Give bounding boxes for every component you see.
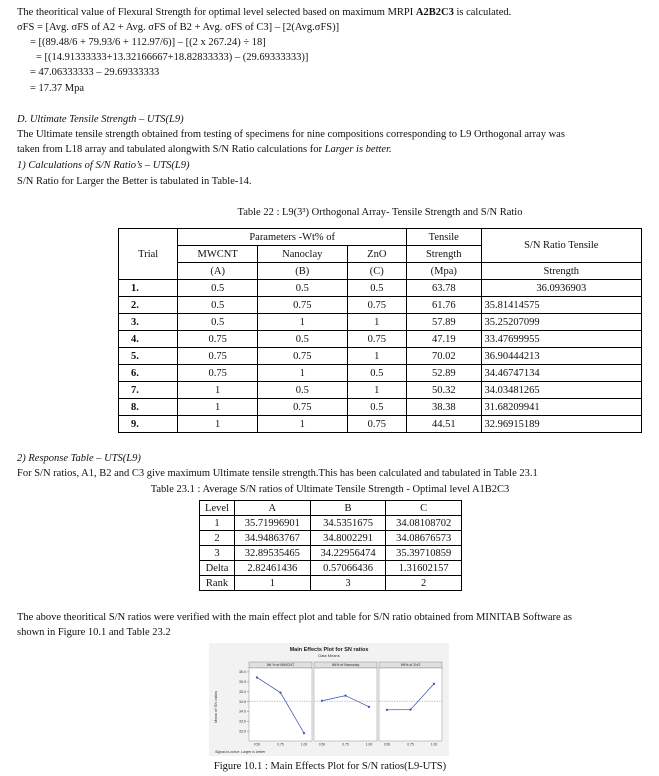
orthogonal-array-table: [118, 228, 642, 433]
header-sn-2: Strength: [481, 263, 641, 280]
y-tick-label: 34.5: [239, 699, 246, 704]
table-cell: 70.02: [406, 348, 481, 365]
y-tick-label: 33.0: [239, 729, 246, 734]
table-cell: 0.75: [257, 297, 347, 314]
table-cell: 0.75: [257, 399, 347, 416]
table-cell: 0.5: [257, 331, 347, 348]
table-cell: 1.: [119, 280, 178, 297]
table-cell: 32.96915189: [481, 416, 641, 433]
paragraph-line: taken from L18 array and tabulated alongwith S/N Ratio calculations for Larger is better.: [17, 144, 392, 155]
table-cell: 0.75: [178, 365, 258, 382]
panel-label: Wt % of MWCNT: [266, 663, 295, 668]
table-cell: 63.78: [406, 280, 481, 297]
table-cell: 1: [257, 314, 347, 331]
data-point: [386, 709, 388, 711]
y-tick-label: 34.0: [239, 709, 246, 714]
table-row: [119, 399, 642, 416]
table-cell: 7.: [119, 382, 178, 399]
table-cell: 0.75: [178, 331, 258, 348]
header-zno: ZnO: [347, 246, 406, 263]
table-row: [119, 280, 642, 297]
data-point: [409, 709, 411, 711]
table-cell: 0.5: [257, 280, 347, 297]
table-row: [119, 314, 642, 331]
table-cell: 35.71996901: [235, 516, 311, 531]
table-cell: 2.82461436: [235, 561, 311, 576]
table-cell: 38.38: [406, 399, 481, 416]
table-cell: 3: [200, 546, 235, 561]
table-cell: Rank: [200, 576, 235, 591]
table-header-cell: Level: [200, 501, 235, 516]
table-cell: 33.47699955: [481, 331, 641, 348]
table-cell: 32.89535465: [235, 546, 311, 561]
table-header-cell: A: [235, 501, 311, 516]
table-cell: 3.: [119, 314, 178, 331]
paragraph-line: The above theoritical S/N ratios were verified with the main effect plot and table for S/N ratio obtained from MINITAB Software as: [17, 612, 573, 623]
y-tick-label: 35.0: [239, 689, 246, 694]
table-cell: 47.19: [406, 331, 481, 348]
table-cell: 1: [178, 416, 258, 433]
x-tick-label: 0.75: [342, 742, 349, 747]
data-point: [256, 676, 258, 678]
table-row: [119, 297, 642, 314]
table-cell: 52.89: [406, 365, 481, 382]
header-tensile-2: Strength: [406, 246, 481, 263]
table-row: [119, 365, 642, 382]
table-cell: 34.03481265: [481, 382, 641, 399]
equation-line-3: = [(14.91333333+13.32166667+18.82833333) – (29.69333333)]: [36, 52, 309, 63]
table-cell: 0.5: [347, 365, 406, 382]
panel-frame: [379, 668, 442, 741]
x-tick-label: 0.75: [407, 742, 414, 747]
header-zno-sub: (C): [347, 263, 406, 280]
header-nanoclay: Nanoclay: [257, 246, 347, 263]
table-caption: Table 23.1 : Average S/N ratios of Ultimate Tensile Strength - Optimal level A1B2C3: [150, 484, 510, 495]
table-cell: 1: [235, 576, 311, 591]
header-tensile-unit: (Mpa): [406, 263, 481, 280]
panel-label: Wt% of ZnO: [400, 663, 421, 668]
table-row: [200, 516, 462, 531]
table-cell: 0.5: [257, 382, 347, 399]
table-cell: 34.46747134: [481, 365, 641, 382]
table-cell: 34.08676573: [386, 531, 462, 546]
x-tick-label: 1.00: [430, 742, 438, 747]
response-table: [199, 500, 462, 591]
paragraph-line: The Ultimate tensile strength obtained from testing of specimens for nine compositions corresponding to L9 Orthogonal array was: [17, 129, 565, 140]
header-nanoclay-sub: (B): [257, 263, 347, 280]
table-cell: 6.: [119, 365, 178, 382]
data-point: [279, 692, 281, 694]
table-cell: 1: [347, 348, 406, 365]
table-cell: 1: [347, 314, 406, 331]
x-tick-label: 0.50: [318, 742, 326, 747]
main-effects-plot: [209, 643, 449, 756]
x-tick-label: 0.50: [253, 742, 261, 747]
table-caption: Table 22 : L9(3³) Orthogonal Array- Tensile Strength and S/N Ratio: [237, 207, 523, 218]
equation-line-2: = [(89.48/6 + 79.93/6 + 112.97/6)] – [(2 x 267.24) ÷ 18]: [30, 37, 266, 48]
intro-line: The theoritical value of Flexural Strength for optimal level selected based on maximum MRPI A2B2C3 is calculated.: [17, 7, 512, 18]
data-point: [321, 700, 323, 702]
table-cell: 0.75: [347, 331, 406, 348]
table-cell: 2: [386, 576, 462, 591]
x-tick-label: 1.00: [365, 742, 373, 747]
table-row: [200, 561, 462, 576]
table-cell: 50.32: [406, 382, 481, 399]
table-row: [119, 331, 642, 348]
table-cell: Delta: [200, 561, 235, 576]
table-cell: 5.: [119, 348, 178, 365]
table-header-cell: B: [310, 501, 386, 516]
x-tick-label: 0.50: [383, 742, 391, 747]
data-point: [303, 732, 305, 734]
table-cell: 0.5: [347, 399, 406, 416]
table-cell: 34.94863767: [235, 531, 311, 546]
table-cell: 0.5: [178, 297, 258, 314]
panel-frame: [314, 668, 377, 741]
figure-caption: Figure 10.1 : Main Effects Plot for S/N ratios(L9-UTS): [213, 761, 447, 772]
table-cell: 0.75: [178, 348, 258, 365]
y-axis-label: Mean of SN ratios: [213, 690, 218, 724]
table-cell: 0.75: [257, 348, 347, 365]
table-cell: 1: [200, 516, 235, 531]
table-cell: 34.5351675: [310, 516, 386, 531]
paragraph-line: For S/N ratios, A1, B2 and C3 give maximum Ultimate tensile strength.This has been calculated and tabulated in Table 23.1: [17, 468, 538, 479]
table-cell: 0.5: [347, 280, 406, 297]
table-cell: 0.75: [347, 416, 406, 433]
table-cell: 1: [257, 416, 347, 433]
equation-line-1: σFS = [Avg. σFS of A2 + Avg. σFS of B2 + Avg. σFS of C3] – [2(Avg.σFS)]: [17, 22, 340, 33]
table-cell: 61.76: [406, 297, 481, 314]
table-row: [119, 416, 642, 433]
table-cell: 36.90444213: [481, 348, 641, 365]
table-cell: 3: [310, 576, 386, 591]
header-parameters: Parameters -Wt% of: [178, 229, 407, 246]
table-cell: 34.08108702: [386, 516, 462, 531]
main-effects-chart: [209, 643, 449, 756]
table-cell: 35.25207099: [481, 314, 641, 331]
table-cell: 0.5: [178, 314, 258, 331]
paragraph-line: shown in Figure 10.1 and Table 23.2: [17, 627, 171, 638]
equation-line-5: = 17.37 Mpa: [30, 83, 85, 94]
subsection-heading: 2) Response Table – UTS(L9): [17, 453, 141, 464]
table-row: [119, 382, 642, 399]
table-cell: 1: [257, 365, 347, 382]
table-header-cell: C: [386, 501, 462, 516]
table-cell: 8.: [119, 399, 178, 416]
table-cell: 1: [178, 399, 258, 416]
table-cell: 9.: [119, 416, 178, 433]
table-cell: 0.57066436: [310, 561, 386, 576]
table-cell: 31.68209941: [481, 399, 641, 416]
table-cell: 2: [200, 531, 235, 546]
table-cell: 4.: [119, 331, 178, 348]
table-cell: 2.: [119, 297, 178, 314]
table-cell: 36.0936903: [481, 280, 641, 297]
table-cell: 34.22956474: [310, 546, 386, 561]
table-cell: 34.8002291: [310, 531, 386, 546]
data-point: [368, 706, 370, 708]
paragraph-line: S/N Ratio for Larger the Better is tabulated in Table-14.: [17, 176, 252, 187]
y-tick-label: 36.0: [239, 670, 246, 675]
table-row: [200, 576, 462, 591]
table-cell: 44.51: [406, 416, 481, 433]
table-row: [119, 348, 642, 365]
section-heading: D. Ultimate Tensile Strength – UTS(L9): [17, 114, 184, 125]
y-tick-label: 33.5: [239, 719, 246, 724]
chart-title: Main Effects Plot for SN ratios: [289, 647, 369, 653]
x-tick-label: 0.75: [277, 742, 284, 747]
chart-footnote: Signal-to-noise: Larger is better: [215, 750, 266, 754]
subsection-heading: 1) Calculations of S/N Ratio’s – UTS(L9): [17, 160, 190, 171]
x-tick-label: 1.00: [300, 742, 308, 747]
y-tick-label: 35.5: [239, 680, 246, 685]
equation-line-4: = 47.06333333 – 29.69333333: [30, 67, 160, 78]
header-trial: Trial: [119, 229, 178, 280]
table-row: [200, 531, 462, 546]
data-point: [433, 683, 435, 685]
table-cell: 0.75: [347, 297, 406, 314]
table-cell: 1: [178, 382, 258, 399]
table-cell: 35.39710859: [386, 546, 462, 561]
table-cell: 0.5: [178, 280, 258, 297]
data-point: [344, 695, 346, 697]
table-cell: 57.89: [406, 314, 481, 331]
header-mwcnt: MWCNT: [178, 246, 258, 263]
table-row: [200, 546, 462, 561]
chart-subtitle: Data Means: [318, 653, 340, 658]
header-mwcnt-sub: (A): [178, 263, 258, 280]
table-cell: 1: [347, 382, 406, 399]
table-cell: 35.81414575: [481, 297, 641, 314]
panel-label: Wt% of Nanoclay: [331, 663, 360, 668]
table-cell: 1.31602157: [386, 561, 462, 576]
header-tensile: Tensile: [406, 229, 481, 246]
header-sn: S/N Ratio Tensile: [481, 229, 641, 263]
